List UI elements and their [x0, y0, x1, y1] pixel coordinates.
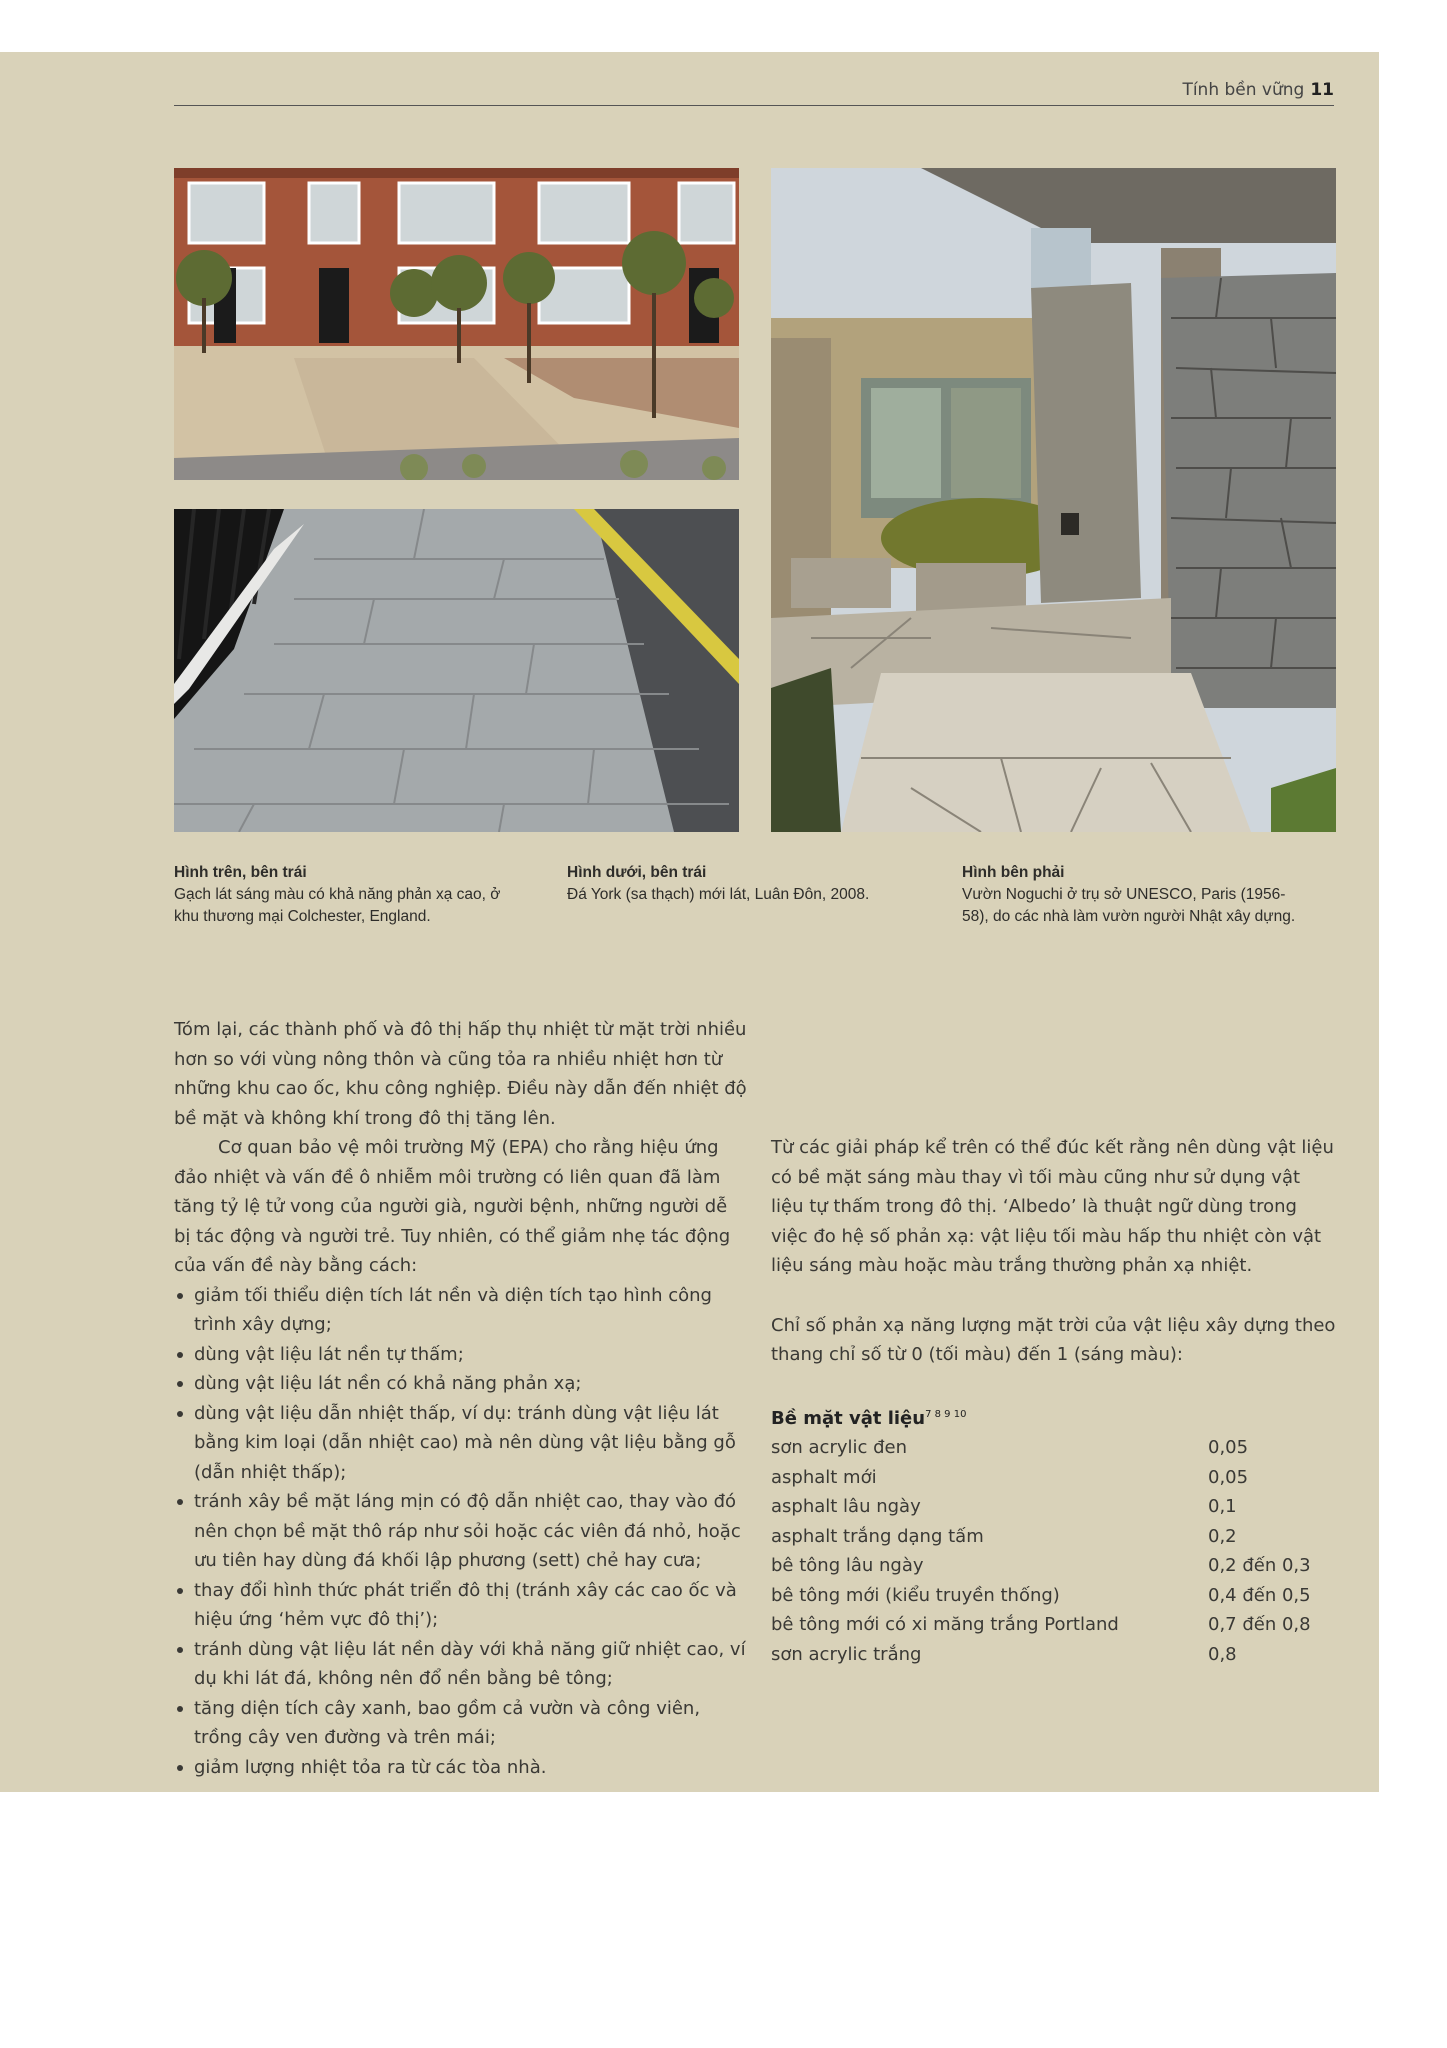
photo-york-stone-pavement	[174, 509, 739, 832]
caption-title: Hình trên, bên trái	[174, 864, 307, 881]
material-value: 0,2	[1208, 1525, 1237, 1547]
material-name: bê tông mới (kiểu truyền thống)	[771, 1584, 1060, 1606]
material-name: asphalt lâu ngày	[771, 1496, 921, 1517]
list-item: giảm tối thiểu diện tích lát nền và diện tích tạo hình công trình xây dựng;	[174, 1281, 749, 1340]
running-head	[1182, 80, 1334, 100]
list-item: dùng vật liệu lát nền tự thấm;	[174, 1340, 749, 1370]
photo-noguchi-garden	[771, 168, 1336, 832]
intro-paragraph: Tóm lại, các thành phố và đô thị hấp thụ nhiệt từ mặt trời nhiều hơn so với vùng nông thôn và cũng tỏa ra nhiều nhiệt hơn từ những khu cao ốc, khu công nghiệp. Điều này dẫn đến nhiệt độ bề mặt và không khí trong đô thị tăng lên.	[174, 1019, 747, 1129]
list-item: tránh dùng vật liệu lát nền dày với khả năng giữ nhiệt cao, ví dụ khi lát đá, không nên đổ nền bằng bê tông;	[174, 1635, 749, 1694]
photo-brick-building-courtyard	[174, 168, 739, 480]
material-name: sơn acrylic đen	[771, 1437, 908, 1458]
right-column	[771, 1133, 1336, 1669]
table-row	[771, 1640, 1336, 1670]
caption-text-line: Đá York (sa thạch) mới lát, Luân Đôn, 2008.	[567, 886, 870, 903]
left-column	[174, 1015, 749, 1782]
epa-paragraph: Cơ quan bảo vệ môi trường Mỹ (EPA) cho rằng hiệu ứng đảo nhiệt và vấn đề ô nhiễm môi trường có liên quan đã làm tăng tỷ lệ tử vong của người già, người bệnh, những người dễ bị tác động và người trẻ. Tuy nhiên, có thể giảm nhẹ tác động của vấn đề này bằng cách:	[174, 1137, 731, 1276]
material-name: sơn acrylic trắng	[771, 1643, 922, 1665]
caption-text-line: Gạch lát sáng màu có khả năng phản xạ cao, ở	[174, 886, 501, 903]
reflectance-intro: Chỉ số phản xạ năng lượng mặt trời của vật liệu xây dựng theo thang chỉ số từ 0 (tối màu) đến 1 (sáng màu):	[771, 1314, 1336, 1365]
table-row	[771, 1610, 1336, 1640]
caption-title: Hình dưới, bên trái	[567, 864, 707, 881]
caption-text-line: khu thương mại Colchester, England.	[174, 908, 431, 925]
material-value: 0,8	[1208, 1643, 1237, 1665]
materials-table	[771, 1433, 1336, 1669]
material-value: 0,05	[1208, 1466, 1249, 1488]
material-name: asphalt mới	[771, 1466, 877, 1488]
caption-text-line: Vườn Noguchi ở trụ sở UNESCO, Paris (1956-	[962, 886, 1286, 903]
material-value: 0,7 đến 0,8	[1208, 1614, 1311, 1635]
list-item: giảm lượng nhiệt tỏa ra từ các tòa nhà.	[174, 1753, 749, 1783]
materials-table-title-text: Bề mặt vật liệu	[771, 1407, 926, 1429]
header-rule	[174, 105, 1334, 106]
list-item: dùng vật liệu dẫn nhiệt thấp, ví dụ: tránh dùng vật liệu lát bằng kim loại (dẫn nhiệt cao) mà nên dùng vật liệu bằng gỗ (dẫn nhiệt thấp);	[174, 1399, 749, 1488]
list-item: thay đổi hình thức phát triển đô thị (tránh xây các cao ốc và hiệu ứng ‘hẻm vực đô thị’);	[174, 1576, 749, 1635]
reference-superscript: 7 8 9 10	[925, 1408, 967, 1420]
table-row	[771, 1522, 1336, 1552]
list-item: tăng diện tích cây xanh, bao gồm cả vườn và công viên, trồng cây ven đường và trên mái;	[174, 1694, 749, 1753]
material-name: asphalt trắng dạng tấm	[771, 1525, 984, 1547]
mitigation-list	[174, 1281, 749, 1783]
list-item: dùng vật liệu lát nền có khả năng phản xạ;	[174, 1369, 749, 1399]
table-row	[771, 1492, 1336, 1522]
table-row	[771, 1551, 1336, 1581]
caption-text-line: 58), do các nhà làm vườn người Nhật xây dựng.	[962, 908, 1296, 925]
list-item: tránh xây bề mặt láng mịn có độ dẫn nhiệt cao, thay vào đó nên chọn bề mặt thô ráp như sỏi hoặc các viên đá nhỏ, hoặc ưu tiên hay dùng đá khối lập phương (sett) chẻ hay cưa;	[174, 1487, 749, 1576]
section-title: Tính bền vững	[1182, 80, 1305, 100]
page-number: 11	[1310, 80, 1334, 100]
material-value: 0,05	[1208, 1437, 1249, 1458]
albedo-paragraph: Từ các giải pháp kể trên có thể đúc kết rằng nên dùng vật liệu có bề mặt sáng màu thay vì tối màu cũng như sử dụng vật liệu tự thấm trong đô thị. ‘Albedo’ là thuật ngữ dùng trong việc đo hệ số phản xạ: vật liệu tối màu hấp thu nhiệt còn vật liệu sáng màu hoặc màu trắng thường phản xạ nhiệt.	[771, 1137, 1334, 1276]
table-row	[771, 1433, 1336, 1463]
caption-bottom-left	[567, 862, 947, 906]
material-value: 0,1	[1208, 1496, 1237, 1517]
caption-right	[962, 862, 1342, 928]
caption-title: Hình bên phải	[962, 864, 1065, 881]
material-value: 0,4 đến 0,5	[1208, 1584, 1311, 1606]
table-row	[771, 1581, 1336, 1611]
materials-table-title	[771, 1400, 1336, 1434]
material-name: bê tông lâu ngày	[771, 1555, 924, 1576]
material-value: 0,2 đến 0,3	[1208, 1555, 1311, 1576]
caption-top-left	[174, 862, 554, 928]
table-row	[771, 1463, 1336, 1493]
material-name: bê tông mới có xi măng trắng Portland	[771, 1614, 1119, 1635]
